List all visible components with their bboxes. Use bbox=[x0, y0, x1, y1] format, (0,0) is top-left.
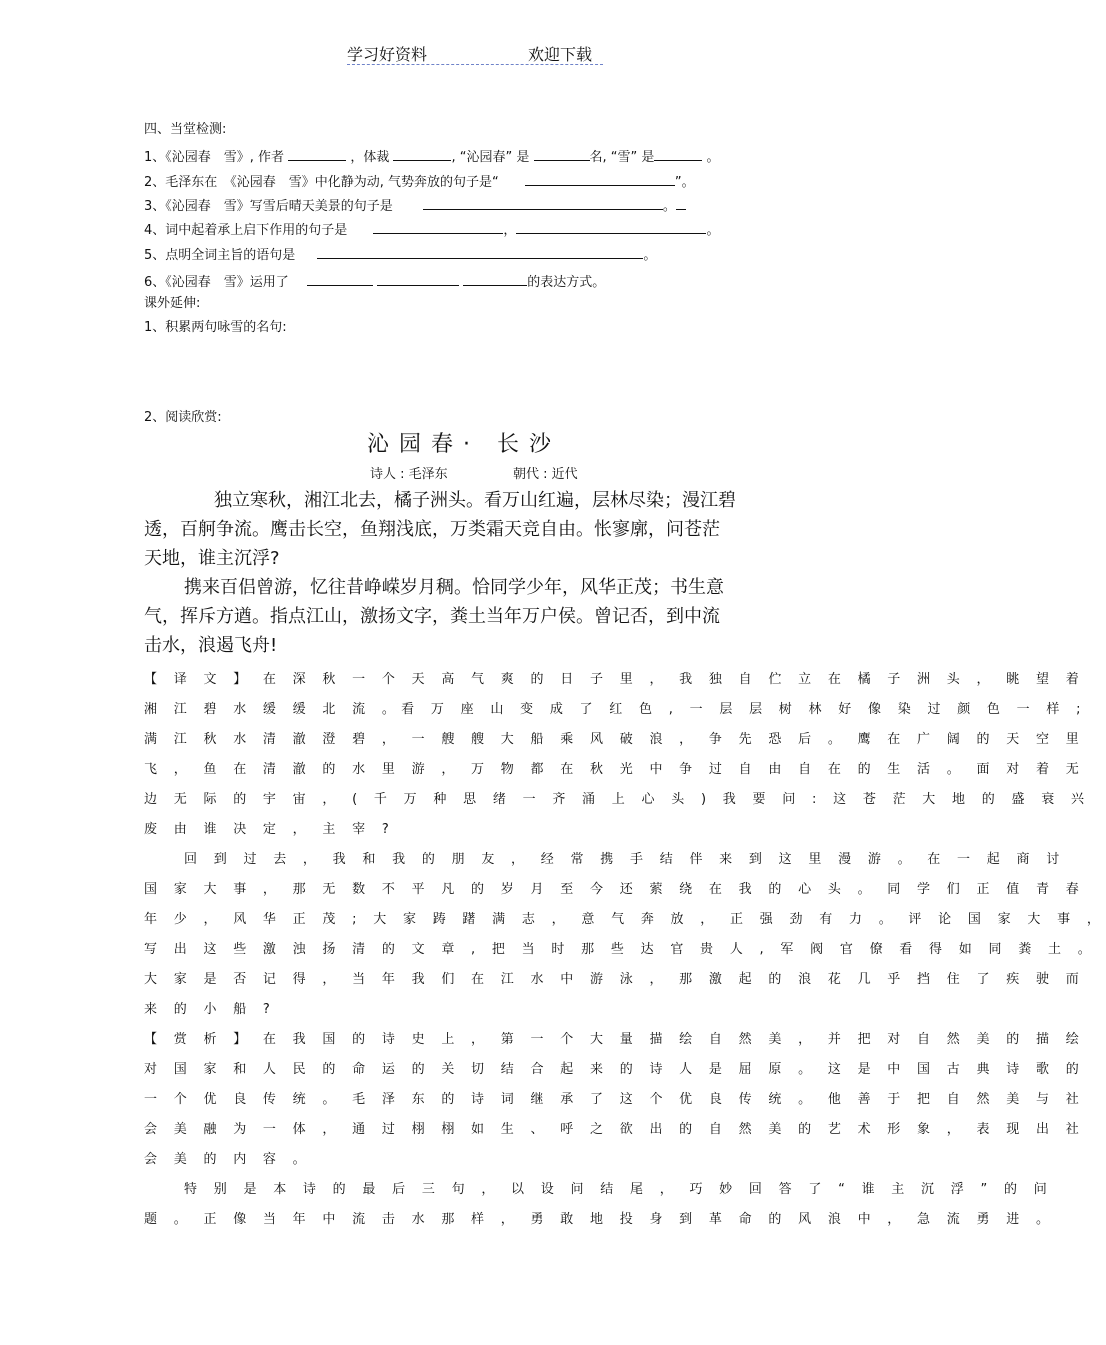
q4-blank-1[interactable] bbox=[373, 221, 503, 234]
q5-text-a: 5、点明全词主旨的语句是 bbox=[144, 248, 296, 263]
appreciation-line: 一 个 优 良 传 统 。 毛 泽 东 的 诗 词 继 承 了 这 个 优 良 传 统 。 他 善 于 把 自 然 美 与 社 bbox=[144, 1092, 1086, 1107]
q1-text-b: ，体裁 bbox=[350, 150, 390, 165]
q4-text-b: ， bbox=[503, 223, 517, 238]
q1-text-f: 。 bbox=[706, 150, 720, 165]
q6-blank-2[interactable] bbox=[377, 273, 459, 286]
translation-line: 写 出 这 些 激 浊 扬 清 的 文 章 , 把 当 时 那 些 达 官 贵 人 , 军 阀 官 僚 看 得 如 同 粪 土 。 bbox=[144, 942, 1097, 957]
poem-line: 独立寒秋，湘江北去，橘子洲头。看万山红遍，层林尽染；漫江碧 bbox=[214, 490, 736, 511]
question-6 bbox=[144, 273, 605, 291]
q3-blank[interactable] bbox=[423, 197, 663, 210]
header-left-text: 学习好资料 bbox=[347, 45, 428, 64]
q1-text-d: “沁园春” 是 bbox=[459, 150, 530, 165]
appreciation-line: 特 别 是 本 诗 的 最 后 三 句 ， 以 设 问 结 尾 ， 巧 妙 回 答 了 “ 谁 主 沉 浮 ” 的 问 bbox=[184, 1182, 1054, 1197]
appreciation-line: 题 。 正 像 当 年 中 流 击 水 那 样 ， 勇 敢 地 投 身 到 革 命 的 风 浪 中 ， 急 流 勇 进 。 bbox=[144, 1212, 1056, 1227]
q2-text-b: ”。 bbox=[674, 175, 695, 190]
question-5 bbox=[144, 246, 656, 264]
q1-blank-genre[interactable] bbox=[393, 148, 451, 161]
q6-blank-3[interactable] bbox=[463, 273, 527, 286]
q3-text-b: 。 bbox=[662, 199, 676, 214]
question-2 bbox=[144, 173, 695, 191]
translation-line: 边 无 际 的 宇 宙 ， ( 千 万 种 思 绪 一 齐 涌 上 心 头 ) 我 要 问 : 这 苍 茫 大 地 的 盛 衰 兴 bbox=[144, 792, 1091, 807]
poem-line: 携来百侣曾游，忆往昔峥嵘岁月稠。恰同学少年，风华正茂；书生意 bbox=[184, 577, 724, 598]
q1-blank-xue[interactable] bbox=[654, 148, 702, 161]
appreciation-line: 【 赏 析 】 在 我 国 的 诗 史 上 ， 第 一 个 大 量 描 绘 自 然 美 ， 并 把 对 自 然 美 的 描 绘 bbox=[144, 1032, 1086, 1047]
translation-line: 废 由 谁 决 定 ， 主 宰 ? bbox=[144, 822, 396, 837]
q1-blank-author[interactable] bbox=[288, 148, 346, 161]
appreciation-line: 会 美 的 内 容 。 bbox=[144, 1152, 312, 1167]
translation-line: 回 到 过 去 ， 我 和 我 的 朋 友 ， 经 常 携 手 结 伴 来 到 这 里 漫 游 。 在 一 起 商 讨 bbox=[184, 852, 1066, 867]
extension-item-2: 2、阅读欣赏: bbox=[144, 410, 222, 425]
translation-line: 国 家 大 事 ， 那 无 数 不 平 凡 的 岁 月 至 今 还 萦 绕 在 我 的 心 头 。 同 学 们 正 值 青 春 bbox=[144, 882, 1086, 897]
question-4 bbox=[144, 221, 719, 239]
q3-text-a: 3、《沁园春 雪》写雪后晴天美景的句子是 bbox=[144, 199, 393, 214]
q4-text-c: 。 bbox=[706, 223, 720, 238]
q1-text-a: 1、《沁园春 雪》, 作者 bbox=[144, 150, 285, 165]
question-1 bbox=[144, 148, 720, 166]
q2-text-a: 2、毛泽东在 《沁园春 雪》中化静为动, 气势奔放的句子是“ bbox=[144, 175, 499, 190]
translation-line: 【 译 文 】 在 深 秋 一 个 天 高 气 爽 的 日 子 里 ， 我 独 自 伫 立 在 橘 子 洲 头 ， 眺 望 着 bbox=[144, 672, 1086, 687]
q4-text-a: 4、词中起着承上启下作用的句子是 bbox=[144, 223, 348, 238]
poem-line: 天地，谁主沉浮? bbox=[144, 548, 280, 569]
poem-dynasty: 朝代 : 近代 bbox=[513, 467, 578, 482]
q1-blank-cipai[interactable] bbox=[534, 148, 590, 161]
q4-blank-2[interactable] bbox=[516, 221, 706, 234]
poem-line: 击水，浪遏飞舟! bbox=[144, 635, 278, 656]
translation-line: 湘 江 碧 水 缓 缓 北 流 。看 万 座 山 变 成 了 红 色 , 一 层 层 树 林 好 像 染 过 颜 色 一 样 ; bbox=[144, 702, 1087, 717]
translation-line: 来 的 小 船 ? bbox=[144, 1002, 277, 1017]
header-right-text: 欢迎下载 bbox=[528, 45, 593, 64]
translation-line: 年 少 ， 风 华 正 茂 ; 大 家 踌 躇 满 志 ， 意 气 奔 放 ， 正 强 劲 有 力 。 评 论 国 家 大 事 ， bbox=[144, 912, 1106, 927]
extension-title: 课外延伸: bbox=[144, 296, 201, 311]
q5-text-b: 。 bbox=[643, 248, 657, 263]
poem-line: 透，百舸争流。鹰击长空，鱼翔浅底，万类霜天竞自由。怅寥廓，问苍茫 bbox=[144, 519, 720, 540]
appreciation-line: 对 国 家 和 人 民 的 命 运 的 关 切 结 合 起 来 的 诗 人 是 屈 原 。 这 是 中 国 古 典 诗 歌 的 bbox=[144, 1062, 1086, 1077]
q2-blank[interactable] bbox=[525, 173, 675, 186]
header-divider bbox=[347, 64, 603, 65]
poem-line: 气，挥斥方遒。指点江山，激扬文字，粪土当年万户侯。曾记否，到中流 bbox=[144, 606, 720, 627]
appreciation-line: 会 美 融 为 一 体 ， 通 过 栩 栩 如 生 、 呼 之 欲 出 的 自 然 美 的 艺 术 形 象 ， 表 现 出 社 bbox=[144, 1122, 1086, 1137]
q1-text-c: , bbox=[451, 150, 456, 165]
section-title: 四、当堂检测: bbox=[144, 122, 227, 137]
q1-text-e: 名, “雪” 是 bbox=[589, 150, 655, 165]
poem-poet: 诗人 : 毛泽东 bbox=[370, 467, 448, 482]
translation-line: 大 家 是 否 记 得 ， 当 年 我 们 在 江 水 中 游 泳 ， 那 激 起 的 浪 花 几 乎 挡 住 了 疾 驶 而 bbox=[144, 972, 1086, 987]
poem-title: 沁园春· 长沙 bbox=[367, 432, 561, 457]
question-3 bbox=[144, 197, 686, 215]
q6-blank-1[interactable] bbox=[307, 273, 373, 286]
q5-blank[interactable] bbox=[317, 246, 643, 259]
extension-item-1: 1、积累两句咏雪的名句: bbox=[144, 320, 287, 335]
q6-text-b: 的表达方式。 bbox=[527, 275, 606, 290]
translation-line: 飞 ， 鱼 在 清 澈 的 水 里 游 ， 万 物 都 在 秋 光 中 争 过 自 由 自 在 的 生 活 。 面 对 着 无 bbox=[144, 762, 1086, 777]
q6-text-a: 6、《沁园春 雪》运用了 bbox=[144, 275, 289, 290]
translation-line: 满 江 秋 水 清 澈 澄 碧 ， 一 艘 艘 大 船 乘 风 破 浪 ， 争 先 恐 后 。 鹰 在 广 阔 的 天 空 里 bbox=[144, 732, 1086, 747]
